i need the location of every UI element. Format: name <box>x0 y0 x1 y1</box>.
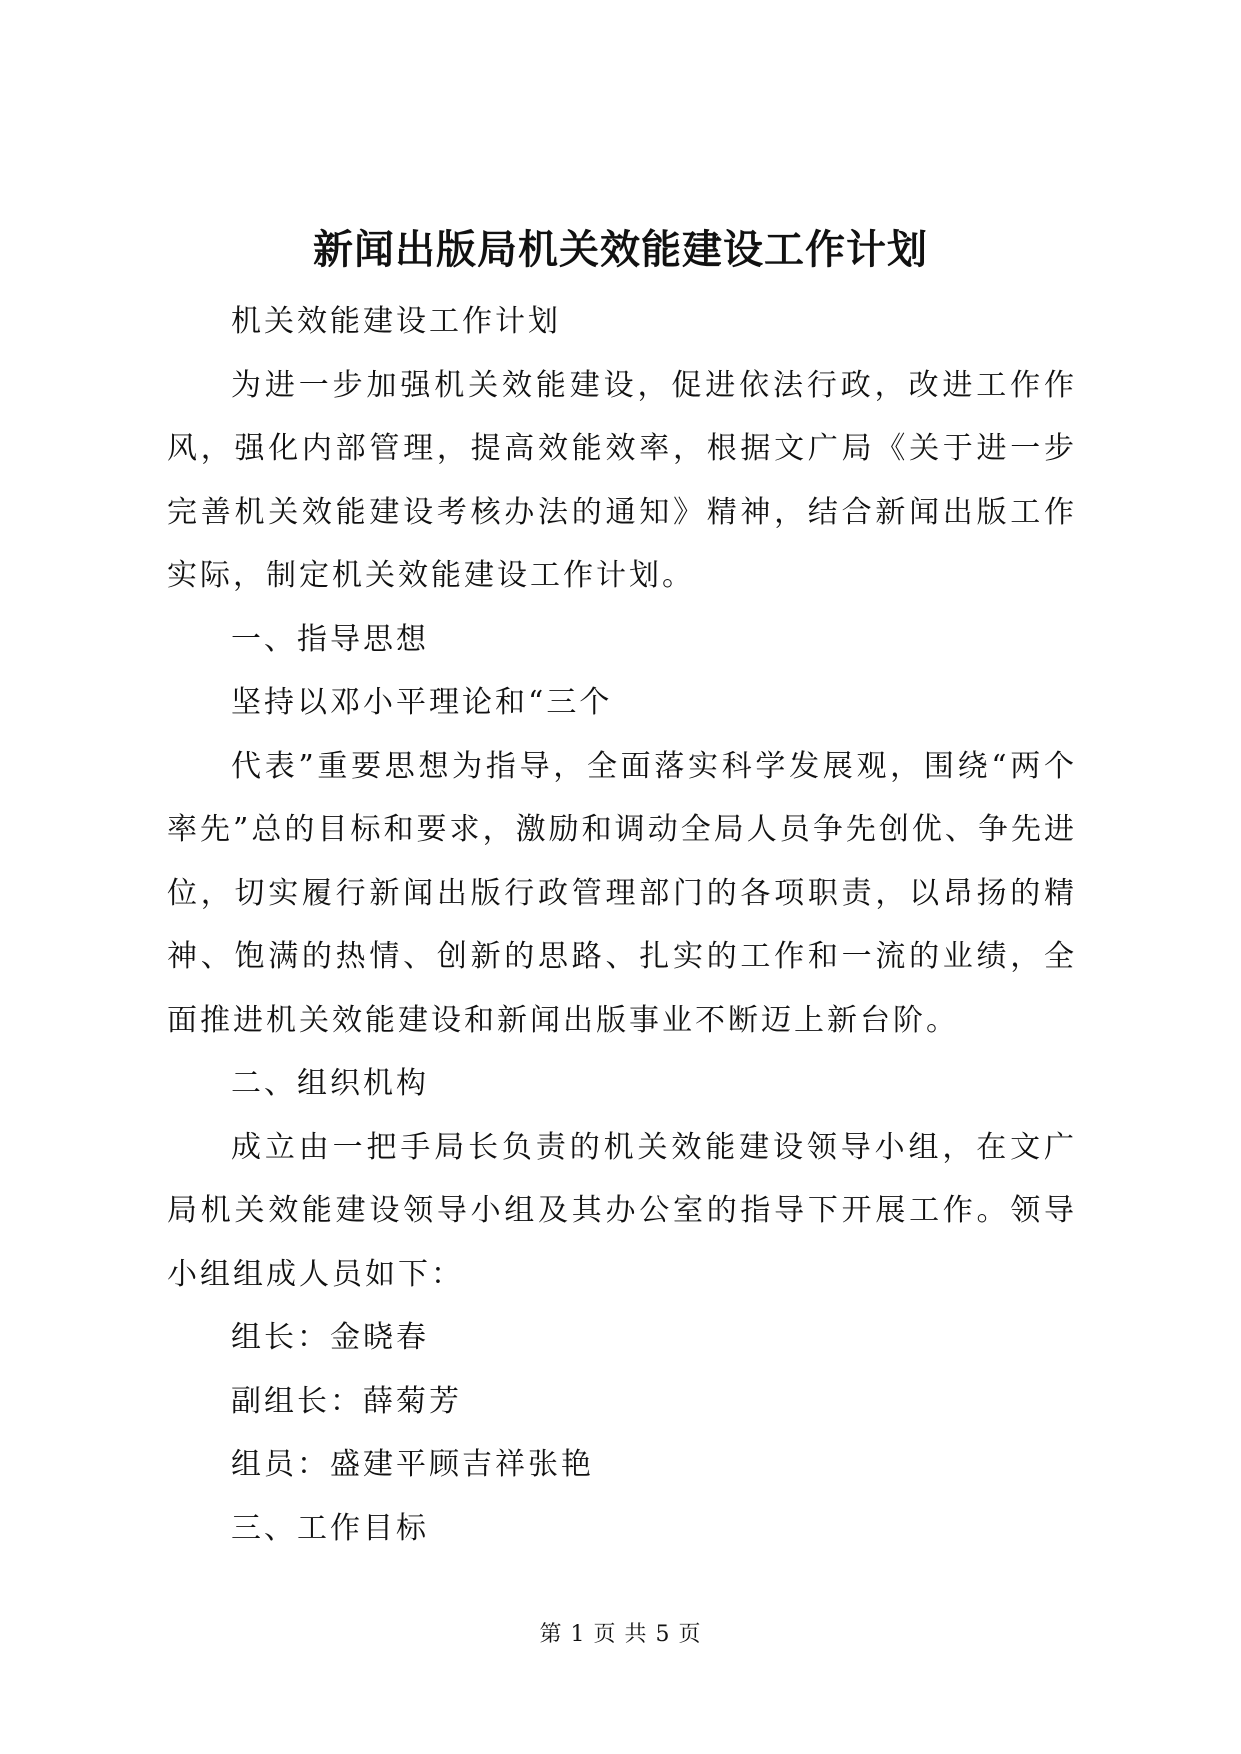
paragraph-guiding-start: 坚持以邓小平理论和“三个 <box>231 685 613 720</box>
section-heading-guiding-ideology: 一、指导思想 <box>231 621 429 657</box>
paragraph-subtitle: 机关效能建设工作计划 <box>231 304 561 339</box>
paragraph-group-leader: 组长：金晓春 <box>231 1320 429 1355</box>
paragraph-group-members: 组员：盛建平顾吉祥张艳 <box>231 1447 594 1482</box>
section-heading-organization: 二、组织机构 <box>231 1066 429 1101</box>
document-title: 新闻出版局机关效能建设工作计划 <box>313 226 928 273</box>
paragraph-organization: 成立由一把手局长负责的机关效能建设领导小组，在文广局机关效能建设领导小组及其办公室的指导下开展工作。领导小组组成人员如下： <box>167 1129 1077 1292</box>
page-footer: 第 1 页 共 5 页 <box>539 1622 702 1647</box>
paragraph-intro: 为进一步加强机关效能建设，促进依法行政，改进工作作风，强化内部管理，提高效能效率，根据文广局《关于进一步完善机关效能建设考核办法的通知》精神，结合新闻出版工作实际，制定机关效能建设工作计划。 <box>167 367 1077 593</box>
paragraph-deputy-leader: 副组长：薛菊芳 <box>231 1383 462 1419</box>
document-body <box>167 290 1077 1560</box>
paragraph-guiding-body: 代表”重要思想为指导，全面落实科学发展观，围绕“两个率先”总的目标和要求，激励和调动全局人员争先创优、争先进位，切实履行新闻出版行政管理部门的各项职责，以昂扬的精神、饱满的热情、创新的思路、扎实的工作和一流的业绩，全面推进机关效能建设和新闻出版事业不断迈上新台阶。 <box>167 748 1077 1038</box>
section-heading-work-goals: 三、工作目标 <box>231 1510 429 1546</box>
